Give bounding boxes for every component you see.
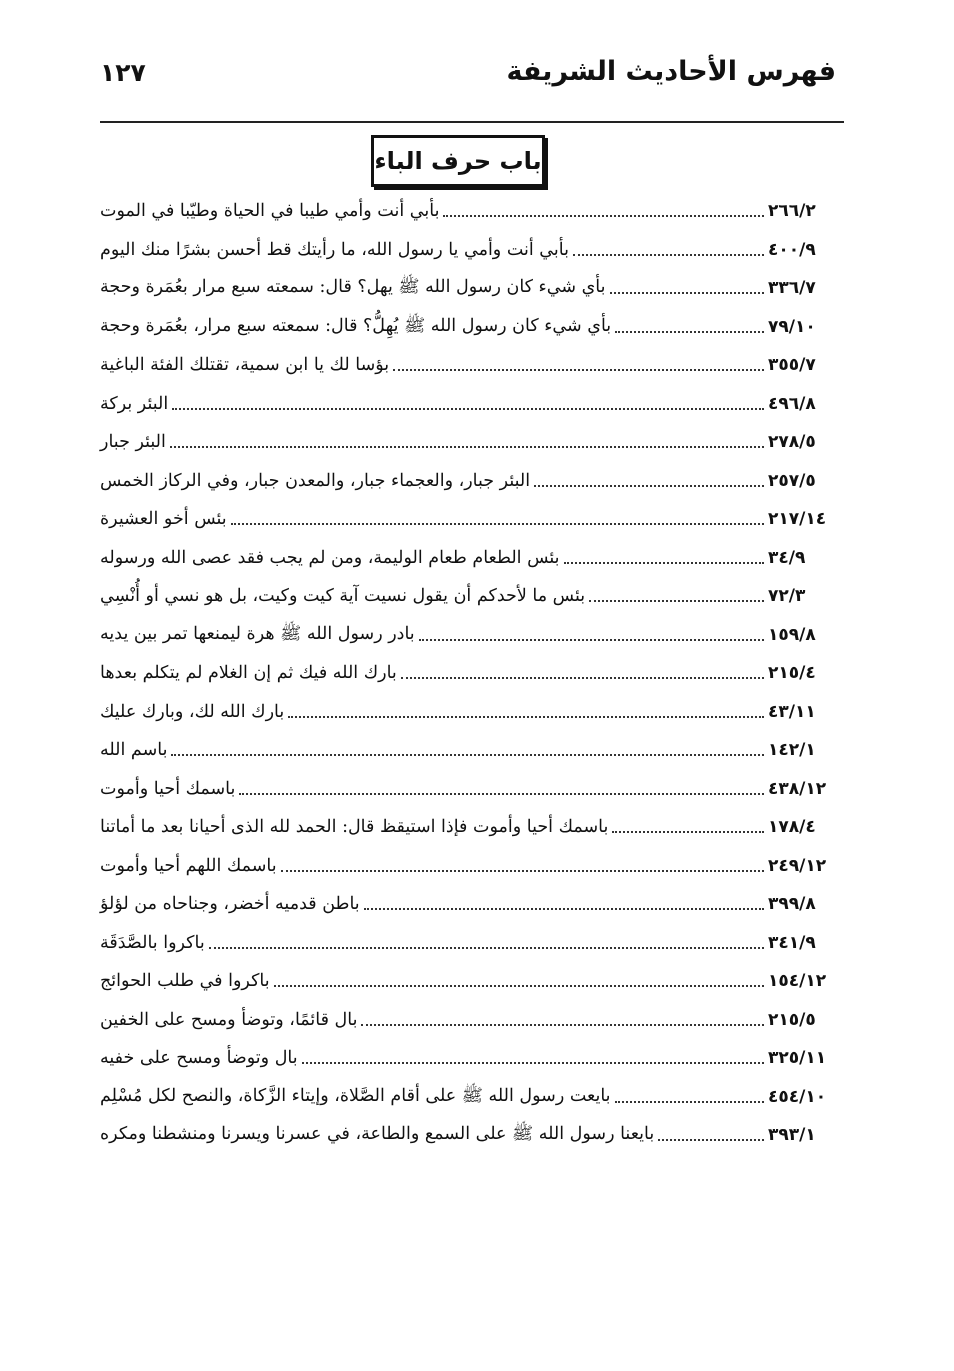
index-entry xyxy=(100,1116,844,1155)
hadith-index-list xyxy=(100,192,844,1155)
index-entry xyxy=(100,770,844,809)
index-entry xyxy=(100,731,844,770)
dot-leader xyxy=(612,831,764,833)
entry-reference: ٣٢٥/١١ xyxy=(768,1048,827,1069)
dot-leader xyxy=(209,947,764,949)
entry-text: بارك الله فيك ثم إن الغلام لم يتكلم بعدها xyxy=(100,663,397,684)
entry-reference: ١٤٢/١ xyxy=(768,740,816,761)
entry-reference: ٣٩٣/١ xyxy=(768,1125,816,1146)
entry-reference: ٣٤١/٩ xyxy=(768,932,816,953)
dot-leader xyxy=(564,562,764,564)
entry-text: بايعت رسول الله ﷺ على أقام الصَّلاة، وإيتاء الزَّكاة، والنصح لكل مُسْلِم xyxy=(100,1085,611,1106)
entry-text: بال وتوضأ ومسح على خفيه xyxy=(100,1048,298,1069)
dot-leader xyxy=(573,254,764,256)
index-entry xyxy=(100,500,844,539)
index-entry xyxy=(100,269,844,308)
dot-leader xyxy=(231,523,764,525)
index-entry xyxy=(100,808,844,847)
index-entry xyxy=(100,192,844,231)
dot-leader xyxy=(393,369,764,371)
index-entry xyxy=(100,654,844,693)
entry-reference: ٢٧٨/٥ xyxy=(768,432,816,453)
dot-leader xyxy=(443,215,764,217)
dot-leader xyxy=(589,600,764,602)
index-entry xyxy=(100,462,844,501)
dot-leader xyxy=(361,1024,764,1026)
entry-reference: ٤٣/١١ xyxy=(768,701,816,722)
dot-leader xyxy=(615,331,764,333)
entry-text: بادر رسول الله ﷺ هرة ليمنعها تمر بين يديه xyxy=(100,623,415,644)
index-entry xyxy=(100,577,844,616)
entry-reference: ٢١٧/١٤ xyxy=(768,509,827,530)
dot-leader xyxy=(281,870,764,872)
entry-text: بايعنا رسول الله ﷺ على السمع والطاعة، في عسرنا ويسرنا ومنشطنا ومكره xyxy=(100,1124,655,1145)
index-entry xyxy=(100,962,844,1001)
dot-leader xyxy=(658,1139,764,1141)
entry-text: باطن قدميه أخضر، وجناحاه من لؤلؤ xyxy=(100,894,360,915)
entry-text: بال قائمًا، وتوضأ ومسح على الخفين xyxy=(100,1009,358,1030)
entry-reference: ١٧٨/٤ xyxy=(768,817,816,838)
entry-text: باكروا بالصَّدَقَة xyxy=(100,932,205,953)
entry-reference: ٢١٥/٥ xyxy=(768,1009,816,1030)
index-entry xyxy=(100,385,844,424)
section-heading-box xyxy=(371,135,545,187)
dot-leader xyxy=(419,639,764,641)
index-entry xyxy=(100,539,844,578)
dot-leader xyxy=(172,408,764,410)
entry-text: باسم الله xyxy=(100,740,168,761)
dot-leader xyxy=(171,754,764,756)
entry-reference: ٢٥٧/٥ xyxy=(768,470,816,491)
entry-reference: ٢٤٩/١٢ xyxy=(768,855,827,876)
entry-reference: ٤٥٤/١٠ xyxy=(768,1086,827,1107)
entry-reference: ١٥٤/١٢ xyxy=(768,971,827,992)
entry-text: بئس الطعام طعام الوليمة، ومن لم يجب فقد عصى الله ورسوله xyxy=(100,547,560,568)
dot-leader xyxy=(534,485,764,487)
entry-text: باسمك أحيا وأموت xyxy=(100,778,236,799)
entry-reference: ٣٩٩/٨ xyxy=(768,894,816,915)
entry-text: بأبي أنت وأمي يا رسول الله، ما رأيتك قط أحسن بشرًا منك اليوم xyxy=(100,239,569,260)
dot-leader xyxy=(288,716,764,718)
dot-leader xyxy=(274,985,764,987)
entry-reference: ٢٦٦/٢ xyxy=(768,201,816,222)
entry-text: البئر جبار، والعجماء جبار، والمعدن جبار، وفي الركاز الخمس xyxy=(100,470,531,491)
running-title: فهرس الأحاديث الشريفة xyxy=(506,56,836,87)
index-entry xyxy=(100,924,844,963)
index-entry xyxy=(100,693,844,732)
entry-text: باسمك أحيا وأموت فإذا استيقظ قال: الحمد لله الذى أحيانا بعد ما أماتنا xyxy=(100,817,609,838)
entry-reference: ٤٠٠/٩ xyxy=(768,239,816,260)
entry-reference: ٢١٥/٤ xyxy=(768,663,816,684)
dot-leader xyxy=(615,1101,764,1103)
entry-text: بأي شيء كان رسول الله ﷺ يُهِلُّ؟ قال: سمعته سبع مرار، بعُمَرة وحجة xyxy=(100,315,612,336)
entry-reference: ٤٣٨/١٢ xyxy=(768,778,827,799)
dot-leader xyxy=(364,908,764,910)
index-entry xyxy=(100,847,844,886)
entry-reference: ٣٥٥/٧ xyxy=(768,355,816,376)
page-number: ١٢٧ xyxy=(100,58,146,87)
entry-reference: ٣٣٦/٧ xyxy=(768,278,816,299)
index-entry xyxy=(100,346,844,385)
entry-text: بئس أخو العشيرة xyxy=(100,509,227,530)
dot-leader xyxy=(610,292,764,294)
index-entry xyxy=(100,308,844,347)
entry-text: بارك الله لك، وبارك عليك xyxy=(100,701,285,722)
index-entry xyxy=(100,231,844,270)
entry-reference: ٧٩/١٠ xyxy=(768,316,816,337)
entry-reference: ٧٢/٣ xyxy=(768,586,806,607)
section-title: باب حرف الباء xyxy=(374,147,542,175)
index-entry xyxy=(100,885,844,924)
header-divider xyxy=(100,121,844,123)
index-entry xyxy=(100,1001,844,1040)
dot-leader xyxy=(401,677,764,679)
index-entry xyxy=(100,1039,844,1078)
index-entry xyxy=(100,423,844,462)
entry-text: البئر جبار xyxy=(100,432,166,453)
entry-text: بأبي أنت وأمي طيبا في الحياة وطيّبا في الموت xyxy=(100,201,440,222)
entry-text: باسمك اللهم أحيا وأموت xyxy=(100,855,277,876)
entry-text: باكروا في طلب الحوائج xyxy=(100,971,270,992)
index-entry xyxy=(100,616,844,655)
entry-text: بؤسا لك يا ابن سمية، تقتلك الفئة الباغية xyxy=(100,355,390,376)
entry-reference: ١٥٩/٨ xyxy=(768,624,816,645)
entry-text: بئس ما لأحدكم أن يقول نسيت آية كيت وكيت، بل هو نسي أو أُنْسِي xyxy=(100,586,586,607)
entry-text: بأي شيء كان رسول الله ﷺ يهل؟ قال: سمعته سبع مرار بعُمَرة وحجة xyxy=(100,277,606,298)
dot-leader xyxy=(239,793,764,795)
entry-reference: ٤٩٦/٨ xyxy=(768,393,816,414)
entry-reference: ٣٤/٩ xyxy=(768,547,806,568)
entry-text: البئر بركة xyxy=(100,393,169,414)
index-entry xyxy=(100,1078,844,1117)
dot-leader xyxy=(302,1062,764,1064)
dot-leader xyxy=(170,446,764,448)
